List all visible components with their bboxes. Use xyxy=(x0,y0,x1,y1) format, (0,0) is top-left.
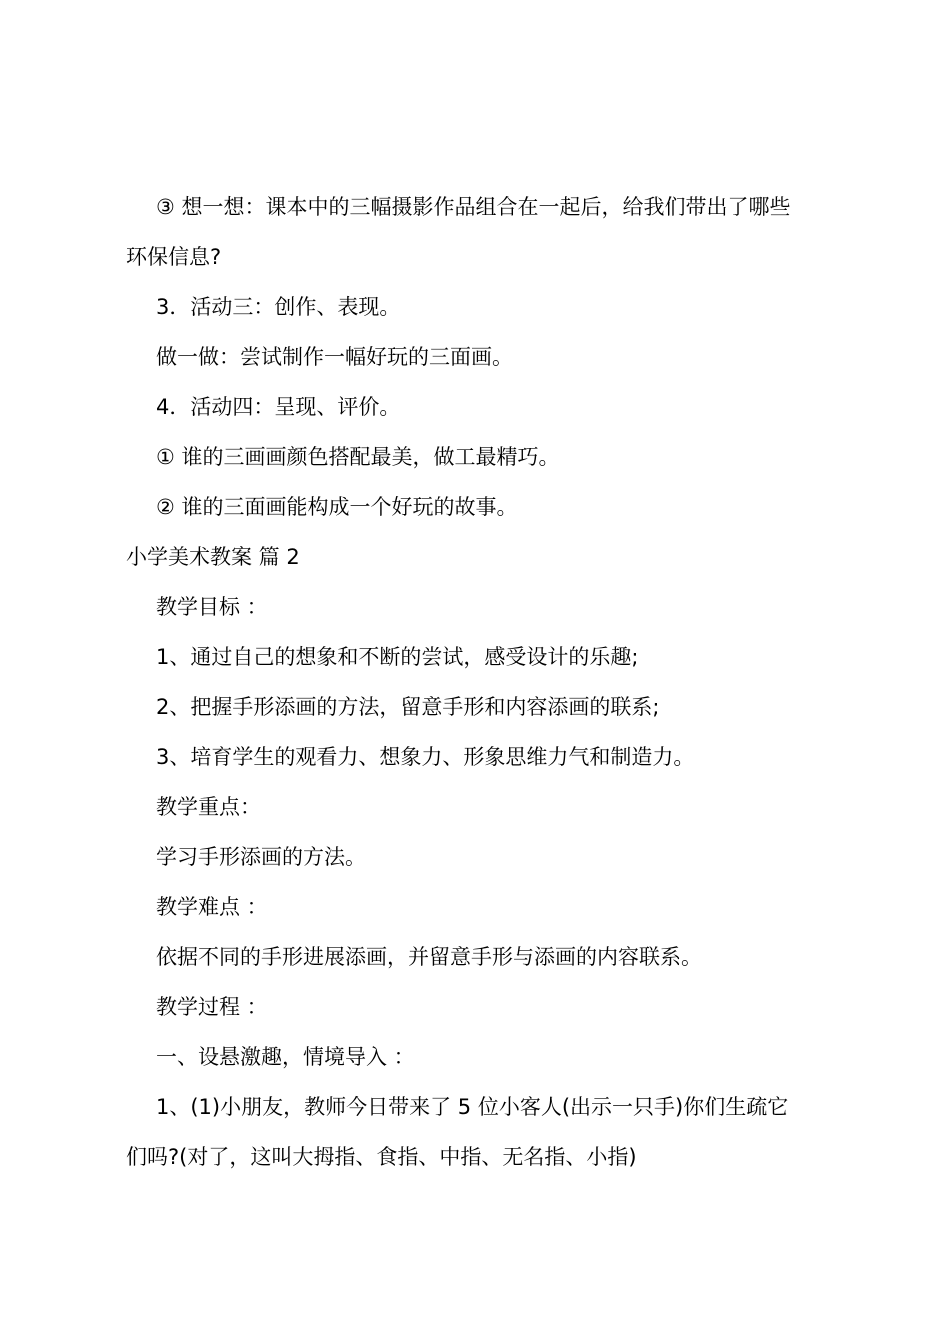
label-key-point: 教学重点： xyxy=(156,795,261,819)
goal-item-3: 3、培育学生的观看力、想象力、形象思维力气和制造力。 xyxy=(156,745,695,769)
label-process: 教学过程 ： xyxy=(156,995,268,1019)
paragraph-activity-four: 4．活动四：呈现、评价。 xyxy=(156,395,401,419)
goal-item-1: 1、通过自己的想象和不断的尝试，感受设计的乐趣; xyxy=(156,645,639,669)
section-heading: 小学美术教案 篇 2 xyxy=(126,545,300,569)
paragraph-think-question: ③ 想一想：课本中的三幅摄影作品组合在一起后，给我们带出了哪些 xyxy=(156,195,791,219)
paragraph-eval-one: ① 谁的三画画颜色搭配最美，做工最精巧。 xyxy=(156,445,560,469)
process-step-one: 一、设悬激趣，情境导入 ： xyxy=(156,1045,415,1069)
goal-item-2: 2、把握手形添画的方法，留意手形和内容添画的联系; xyxy=(156,695,660,719)
label-difficulty: 教学难点 ： xyxy=(156,895,268,919)
paragraph-think-question-cont: 环保信息? xyxy=(126,245,222,269)
label-teaching-goals: 教学目标 ： xyxy=(156,595,268,619)
process-paragraph: 1、(1)小朋友，教师今日带来了 5 位小客人(出示一只手)你们生疏它 xyxy=(156,1095,789,1119)
paragraph-eval-two: ② 谁的三面画能构成一个好玩的故事。 xyxy=(156,495,518,519)
key-point-text: 学习手形添画的方法。 xyxy=(156,845,366,869)
difficulty-text: 依据不同的手形进展添画，并留意手形与添画的内容联系。 xyxy=(156,945,702,969)
document-body xyxy=(126,182,832,1182)
paragraph-activity-three: 3．活动三：创作、表现。 xyxy=(156,295,401,319)
process-paragraph-cont: 们吗?(对了，这叫大拇指、食指、中指、无名指、小指) xyxy=(126,1145,637,1169)
paragraph-do-task: 做一做：尝试制作一幅好玩的三面画。 xyxy=(156,345,513,369)
